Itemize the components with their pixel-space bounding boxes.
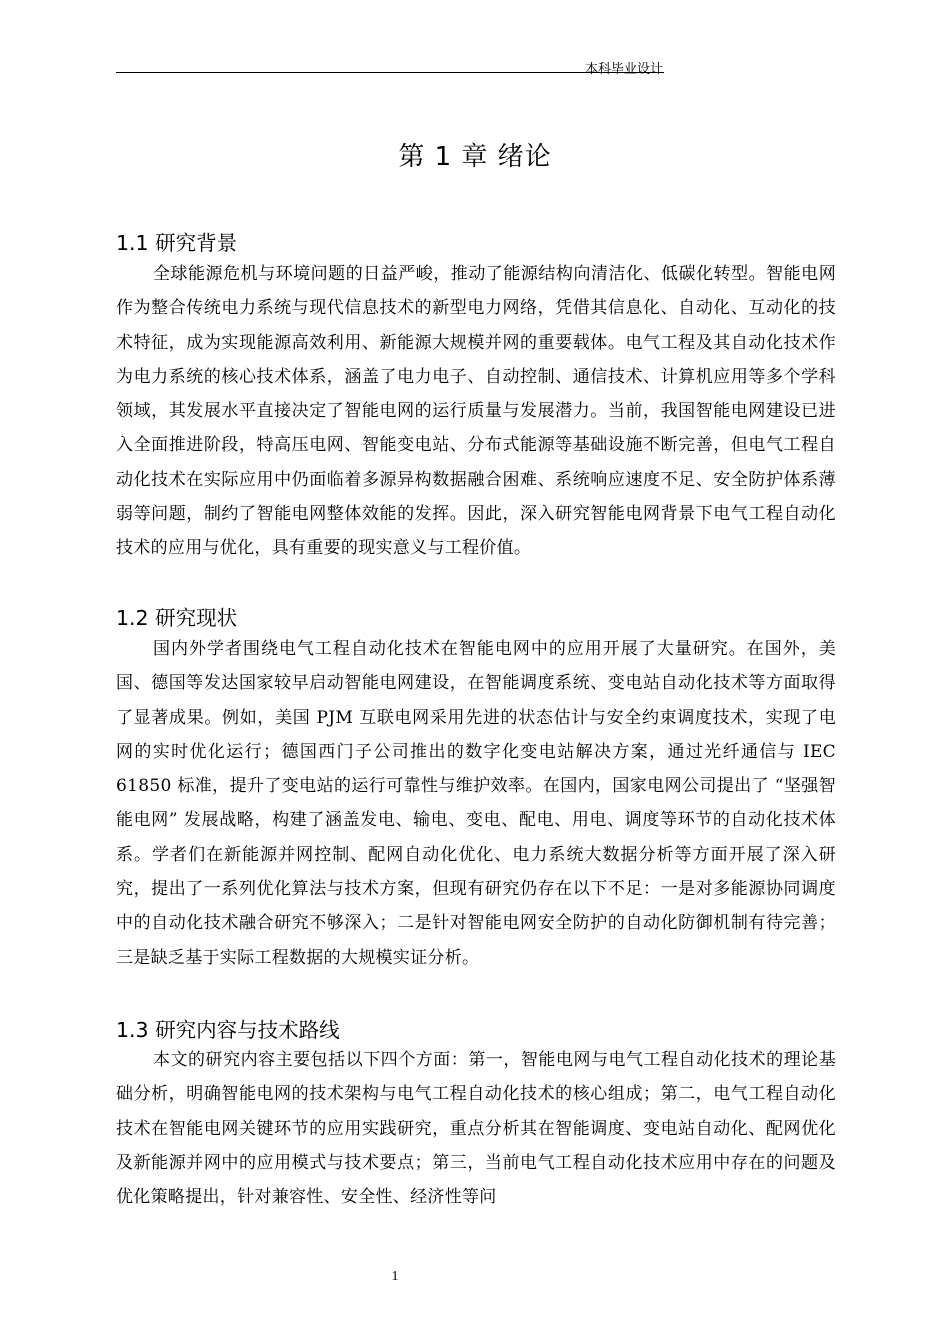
section-paragraph-1-1: 全球能源危机与环境问题的日益严峻，推动了能源结构向清洁化、低碳化转型。智能电网作为整合传统电力系统与现代信息技术的新型电力网络，凭借其信息化、自动化、互动化的技术特征，成为实现能源高效利用、新能源大规模并网的重要载体。电气工程及其自动化技术作为电力系统的核心技术体系，涵盖了电力电子、自动控制、通信技术、计算机应用等多个学科领域，其发展水平直接决定了智能电网的运行质量与发展潜力。当前，我国智能电网建设已进入全面推进阶段，特高压电网、智能变电站、分布式能源等基础设施不断完善，但电气工程自动化技术在实际应用中仍面临着多源异构数据融合困难、系统响应速度不足、安全防护体系薄弱等问题，制约了智能电网整体效能的发挥。因此，深入研究智能电网背景下电气工程自动化技术的应用与优化，具有重要的现实意义与工程价值。 bbox=[116, 264, 836, 559]
chapter-title: 第 1 章 绪论 bbox=[398, 142, 552, 172]
running-header: 本科毕业设计 bbox=[584, 62, 663, 77]
section-heading-1-1: 1.1 研究背景 bbox=[116, 231, 238, 255]
page-number: 1 bbox=[391, 1269, 399, 1284]
section-paragraph-1-2: 国内外学者围绕电气工程自动化技术在智能电网中的应用开展了大量研究。在国外，美国、德国等发达国家较早启动智能电网建设，在智能调度系统、变电站自动化技术等方面取得了显著成果。例如，美国 PJM 互联电网采用先进的状态估计与安全约束调度技术，实现了电网的实时优化运行；德国西门子公司推出的数字化变电站解决方案，通过光纤通信与 IEC 61850 标准，提升了变电站的运行可靠性与维护效率。在国内，国家电网公司提出了 “坚强智能电网” 发展战略，构建了涵盖发电、输电、变电、配电、用电、调度等环节的自动化技术体系。学者们在新能源并网控制、配网自动化优化、电力系统大数据分析等方面开展了深入研究，提出了一系列优化算法与技术方案，但现有研究仍存在以下不足：一是对多能源协同调度中的自动化技术融合研究不够深入；二是针对智能电网安全防护的自动化防御机制有待完善；三是缺乏基于实际工程数据的大规模实证分析。 bbox=[116, 639, 836, 968]
header-rule bbox=[116, 72, 664, 73]
section-heading-1-3: 1.3 研究内容与技术路线 bbox=[116, 1018, 340, 1042]
section-paragraph-1-3: 本文的研究内容主要包括以下四个方面：第一，智能电网与电气工程自动化技术的理论基础分析，明确智能电网的技术架构与电气工程自动化技术的核心组成；第二，电气工程自动化技术在智能电网关键环节的应用实践研究，重点分析其在智能调度、变电站自动化、配网优化及新能源并网中的应用模式与技术要点；第三，当前电气工程自动化技术应用中存在的问题及优化策略提出，针对兼容性、安全性、经济性等问 bbox=[116, 1050, 836, 1208]
section-heading-1-2: 1.2 研究现状 bbox=[116, 606, 238, 630]
